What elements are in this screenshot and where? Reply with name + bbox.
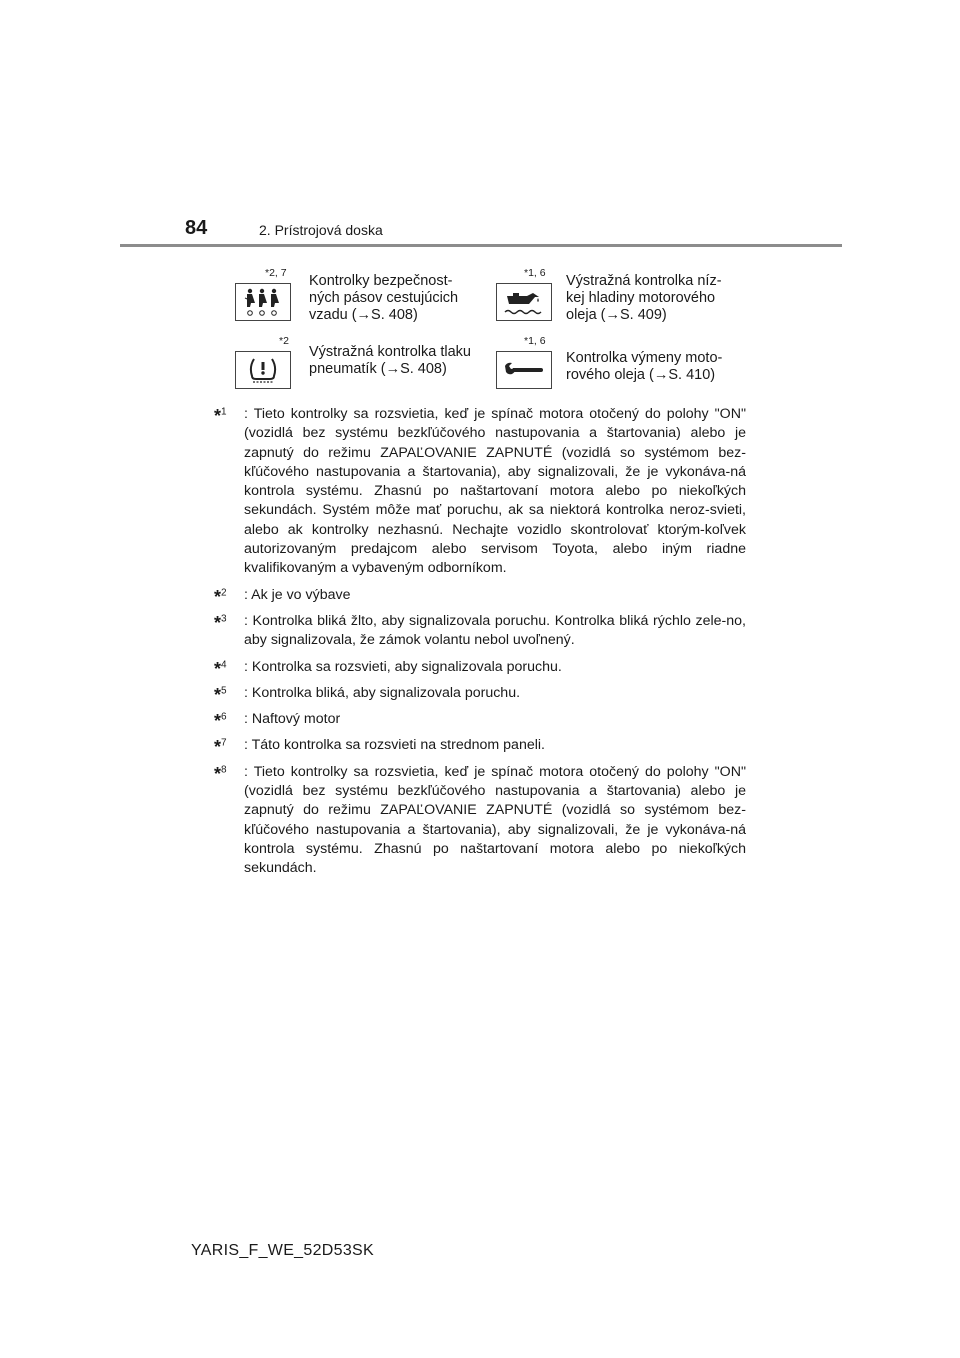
footnote-text: : Kontrolka bliká žlto, aby signalizovala poruchu. Kontrolka bliká rýchlo zele-no, aby signalizovala, že zámok volantu nebol uvoľnený. [244, 612, 746, 649]
header-divider [120, 244, 842, 247]
footnote-text: : Tieto kontrolky sa rozsvietia, keď je spínač motora otočený do polohy "ON" (vozidlá bez systému bezkľúčového nastupovania a štartovania) alebo je zapnutý do režimu ZAPAĽOVANIE ZAPNUTÉ (vozidlá so systémom bez-kľúčového nastupovania a štartovania), aby signalizovali, že je vykonáva-ná kontrola systému. Zhasnú po naštartovaní motora alebo po niekoľkých sekundách. [244, 763, 746, 877]
indicator-footnote-ref: *1, 6 [524, 335, 546, 347]
footnote-8 [214, 763, 746, 879]
footnote-marker: *$^8$ [214, 763, 227, 784]
footnote-text: : Naftový motor [244, 711, 341, 728]
indicator-footnote-ref: *2 [279, 335, 289, 347]
footnote-2 [214, 586, 746, 605]
tire-pressure-icon [235, 351, 291, 389]
rear-seat-belt-icon [235, 283, 291, 321]
footnotes [214, 405, 746, 886]
indicator-footnote-ref: *1, 6 [524, 267, 546, 279]
footnote-marker: *$^1$ [214, 406, 227, 426]
footnote-4 [214, 658, 746, 677]
footnote-6 [214, 710, 746, 732]
indicator-description: Kontrolky bezpečnost- ných pásov cestujúcich vzadu (→S. 408) [309, 273, 459, 323]
indicator-footnote-ref: *2, 7 [265, 267, 287, 279]
page-number: 84 [185, 217, 208, 239]
indicator-description: Výstražná kontrolka tlaku pneumatík (→S. 408) [309, 344, 471, 377]
footnote-3 [214, 612, 746, 651]
section-title: 2. Prístrojová doska [259, 222, 383, 238]
indicator-description: Výstražná kontrolka níz- kej hladiny motorového oleja (→S. 409) [566, 273, 722, 323]
footnote-marker: *$^4$ [214, 658, 227, 679]
footnote-text: : Kontrolka sa rozsvieti, aby signalizovala poruchu. [244, 658, 562, 675]
indicator-description: Kontrolka výmeny moto- rového oleja (→S. 410) [566, 350, 723, 383]
footnote-marker: *$^6$ [214, 711, 227, 732]
wrench-icon [496, 351, 552, 389]
footnote-marker: *$^3$ [214, 612, 227, 633]
footnote-marker: *$^5$ [214, 684, 227, 705]
footnote-text: : Kontrolka bliká, aby signalizovala poruchu. [244, 684, 521, 701]
footnote-text: : Ak je vo výbave [244, 586, 351, 603]
page-header [0, 0, 960, 250]
low-oil-level-icon [496, 283, 552, 321]
footnote-7 [214, 736, 746, 758]
footnote-text: : Tieto kontrolky sa rozsvietia, keď je spínač motora otočený do polohy "ON" (vozidlá bez systému bezkľúčového nastupovania a štartovania) alebo je zapnutý do režimu ZAPAĽOVANIE ZAPNUTÉ (vozidlá so systémom bez-kľúčového nastupovania a štartovania), aby signalizovali, že je vykonáva-ná kontrola systému. Zhasnú po naštartovaní motora alebo po niekoľkých sekundách. Systém môže mať poruchu, ak sa niektorá kontrolka neroz-svieti, alebo ak kontrolky nezhasnú. Nechajte vozidlo skontrolovať ktorým-koľvek autorizovaným predajcom alebo servisom Toyota, alebo iným riadne kvalifikovaným a vybaveným odborníkom. [244, 406, 746, 577]
footnote-marker: *$^2$ [214, 586, 227, 607]
footnote-text: : Táto kontrolka sa rozsvieti na strednom paneli. [244, 737, 545, 754]
document-code: YARIS_F_WE_52D53SK [191, 1242, 374, 1259]
footnote-1 [214, 405, 746, 579]
footnote-marker: *$^7$ [214, 737, 227, 758]
footnote-5 [214, 684, 746, 703]
